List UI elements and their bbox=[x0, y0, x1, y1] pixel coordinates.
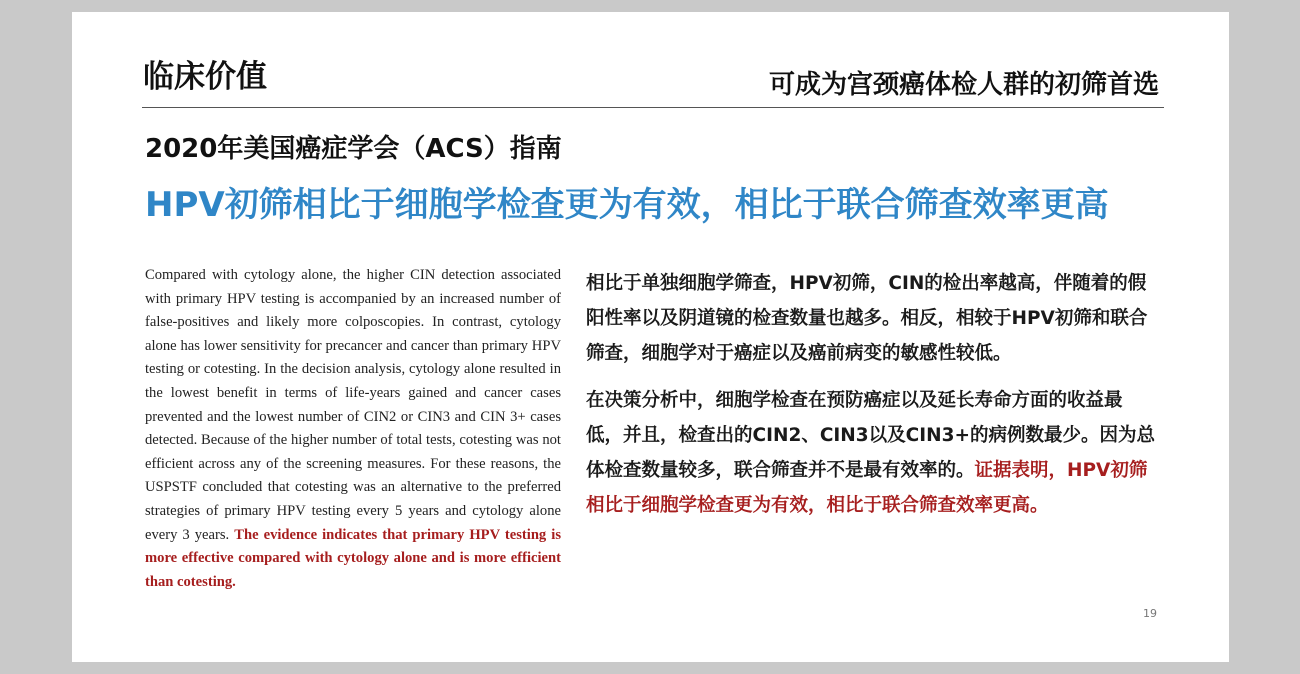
english-quote-body: Compared with cytology alone, the higher CIN detection associated with primary HPV testing is accompanied by an increased number of false-positives and likely more colposcopies. In contrast, cytology alone has lower sensitivity for precancer and cancer than primary HPV testing or cotesting. In the decision analysis, cytology alone resulted in the lowest benefit in terms of life-years gained and cancer cases prevented and the lowest number of CIN2 or CIN3 and CIN 3+ cases detected. Because of the higher number of total tests, cotesting was not efficient across any of the screening measures. For these reasons, the USPSTF concluded that cotesting was an alternative to the preferred strategies of primary HPV testing every 5 years and cytology alone every 3 years. bbox=[145, 267, 561, 543]
section-title: 临床价值 bbox=[143, 59, 267, 95]
slide-page bbox=[72, 12, 1229, 662]
chinese-paragraph-1: 相比于单独细胞学筛查，HPV初筛，CIN的检出率越高，伴随着的假阳性率以及阴道镜的检查数量也越多。相反，相较于HPV初筛和联合筛查，细胞学对于癌症以及癌前病变的敏感性较低。 bbox=[586, 273, 1148, 364]
header-divider bbox=[142, 107, 1164, 108]
chinese-paragraph-2-body: 在决策分析中，细胞学检查在预防癌症以及延长寿命方面的收益最低，并且，检查出的CIN2、CIN3以及CIN3+的病例数最少。因为总体检查数量较多，联合筛查并不是最有效率的。 bbox=[586, 390, 1155, 481]
key-conclusion-headline: HPV初筛相比于细胞学检查更为有效，相比于联合筛查效率更高 bbox=[145, 185, 1109, 225]
guideline-title: 2020年美国癌症学会（ACS）指南 bbox=[145, 134, 562, 164]
chinese-summary bbox=[586, 266, 1158, 523]
english-quote bbox=[145, 264, 561, 594]
page-number: 19 bbox=[1143, 607, 1157, 620]
section-subtitle: 可成为宫颈癌体检人群的初筛首选 bbox=[768, 70, 1159, 100]
chinese-paragraph-2 bbox=[586, 383, 1158, 523]
english-quote-emphasis: The evidence indicates that primary HPV testing is more effective compared with cytology alone and is more efficient than cotesting. bbox=[145, 526, 561, 590]
chinese-paragraph-2-emphasis: 证据表明，HPV初筛相比于细胞学检查更为有效，相比于联合筛查效率更高。 bbox=[586, 460, 1148, 516]
